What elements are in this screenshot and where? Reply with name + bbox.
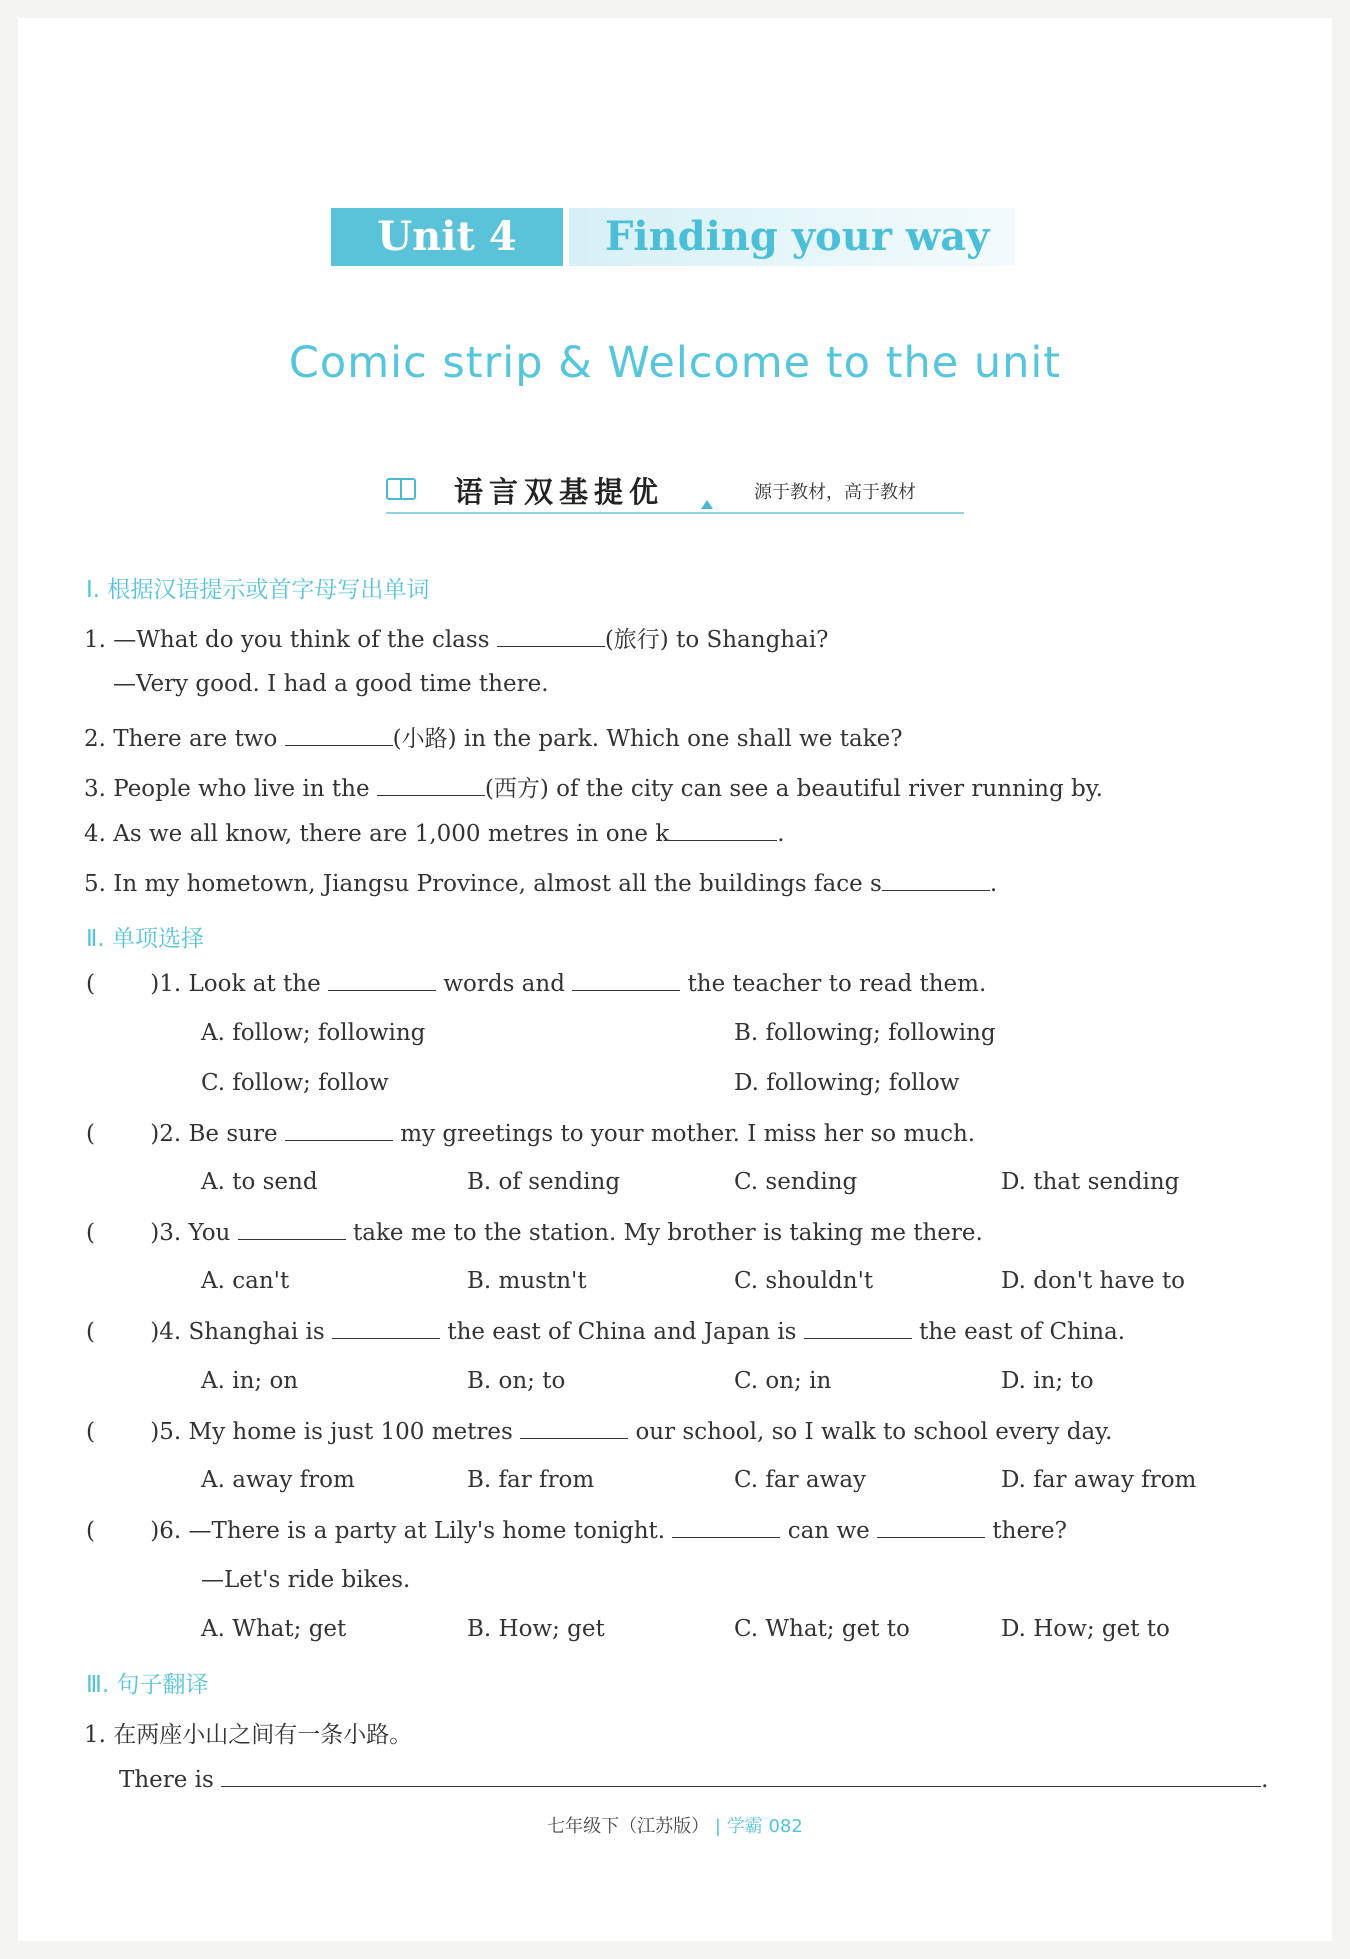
answer-paren[interactable]: ( — [86, 1121, 95, 1147]
mc-q4 — [86, 1318, 1125, 1345]
answer-blank[interactable] — [882, 870, 990, 891]
answer-blank[interactable] — [332, 1318, 440, 1339]
part3-heading: Ⅲ. 句子翻译 — [86, 1672, 209, 1698]
unit-title: Finding your way — [569, 208, 1015, 266]
part3-q1-answer — [119, 1766, 1268, 1793]
mc-q6 — [86, 1517, 1067, 1544]
option-d[interactable]: D. far away from — [1001, 1467, 1197, 1493]
q-text: the teacher to read them. — [687, 971, 987, 997]
q-text: . — [777, 821, 785, 847]
option-c[interactable]: C. shouldn't — [734, 1268, 874, 1294]
page-footer — [0, 1812, 1350, 1838]
footer-sep: | — [714, 1816, 721, 1837]
answer-blank[interactable] — [328, 970, 436, 991]
q-text: 1. —What do you think of the class — [84, 627, 490, 653]
option-a[interactable]: A. What; get — [201, 1616, 347, 1642]
option-b[interactable]: B. far from — [467, 1467, 595, 1493]
lesson-subtitle: Comic strip & Welcome to the unit — [288, 338, 1062, 388]
section-motto: 源于教材，高于教材 — [754, 482, 916, 503]
q-text: our school, so I walk to school every day. — [635, 1419, 1113, 1445]
book-icon — [386, 478, 416, 500]
mc-q5 — [86, 1418, 1112, 1445]
option-d[interactable]: D. don't have to — [1001, 1268, 1186, 1294]
q-text: 4. As we all know, there are 1,000 metres in one k — [84, 821, 670, 847]
part1-q2 — [84, 720, 903, 753]
q-text: the east of China and Japan is — [447, 1319, 797, 1345]
q-text: 5. In my hometown, Jiangsu Province, almost all the buildings face s — [84, 871, 882, 897]
answer-paren[interactable]: ( — [86, 1419, 95, 1445]
answer-blank[interactable] — [877, 1517, 985, 1538]
answer-paren[interactable]: ( — [86, 1319, 95, 1345]
option-c[interactable]: C. on; in — [734, 1368, 832, 1394]
q-text: )6. —There is a party at Lily's home tonight. — [150, 1518, 666, 1544]
q-text: )2. Be sure — [150, 1121, 278, 1147]
q-text: words and — [443, 971, 565, 997]
answer-paren[interactable]: ( — [86, 1220, 95, 1246]
q-text: (旅行) to Shanghai? — [604, 627, 829, 653]
part1-q1 — [84, 621, 829, 654]
mc-q3 — [86, 1219, 983, 1246]
option-d[interactable]: D. How; get to — [1001, 1616, 1170, 1642]
triangle-icon — [701, 500, 713, 509]
option-b[interactable]: B. on; to — [467, 1368, 566, 1394]
q-text: . — [1261, 1767, 1269, 1793]
part1-q3 — [84, 770, 1103, 803]
part1-heading: Ⅰ. 根据汉语提示或首字母写出单词 — [86, 577, 430, 603]
footer-brand: 学霸 — [726, 1816, 763, 1837]
option-a[interactable]: A. can't — [201, 1268, 290, 1294]
option-a[interactable]: A. away from — [201, 1467, 355, 1493]
q-text: can we — [787, 1518, 870, 1544]
answer-blank[interactable] — [497, 626, 605, 647]
q-text: )3. You — [150, 1220, 231, 1246]
section-underline — [386, 512, 964, 514]
answer-paren[interactable]: ( — [86, 971, 95, 997]
q-text: the east of China. — [919, 1319, 1126, 1345]
mc-q2 — [86, 1120, 975, 1147]
q-text: )1. Look at the — [150, 971, 321, 997]
answer-paren[interactable]: ( — [86, 1518, 95, 1544]
part1-q1-reply: —Very good. I had a good time there. — [113, 671, 549, 697]
section-header — [386, 470, 964, 516]
answer-blank[interactable] — [285, 1120, 393, 1141]
option-a[interactable]: A. to send — [201, 1169, 318, 1195]
unit-banner — [331, 208, 1015, 266]
q-text: (西方) of the city can see a beautiful river running by. — [484, 776, 1103, 802]
option-b[interactable]: B. of sending — [467, 1169, 621, 1195]
mc-q1 — [86, 970, 986, 997]
mc-q6-reply: —Let's ride bikes. — [201, 1567, 411, 1593]
option-a[interactable]: A. in; on — [201, 1368, 299, 1394]
option-d[interactable]: D. following; follow — [734, 1070, 960, 1096]
answer-blank[interactable] — [377, 775, 485, 796]
answer-blank[interactable] — [520, 1418, 628, 1439]
option-c[interactable]: C. follow; follow — [201, 1070, 389, 1096]
footer-grade: 七年级下（江苏版） — [547, 1816, 710, 1837]
part1-q4 — [84, 820, 785, 847]
option-d[interactable]: D. that sending — [1001, 1169, 1180, 1195]
option-c[interactable]: C. What; get to — [734, 1616, 910, 1642]
q-text: 3. People who live in the — [84, 776, 370, 802]
section-title: 语言双基提优 — [454, 475, 665, 509]
option-d[interactable]: D. in; to — [1001, 1368, 1094, 1394]
q-text: There is — [119, 1767, 214, 1793]
answer-blank[interactable] — [285, 725, 393, 746]
unit-label: Unit 4 — [331, 208, 563, 266]
q-text: )4. Shanghai is — [150, 1319, 325, 1345]
answer-blank[interactable] — [804, 1318, 912, 1339]
q-text: take me to the station. My brother is taking me there. — [353, 1220, 983, 1246]
part1-q5 — [84, 870, 997, 897]
option-b[interactable]: B. mustn't — [467, 1268, 587, 1294]
answer-blank[interactable] — [572, 970, 680, 991]
option-c[interactable]: C. sending — [734, 1169, 858, 1195]
part2-heading: Ⅱ. 单项选择 — [86, 926, 204, 952]
option-c[interactable]: C. far away — [734, 1467, 867, 1493]
option-b[interactable]: B. How; get — [467, 1616, 605, 1642]
answer-line[interactable] — [221, 1766, 1261, 1787]
answer-blank[interactable] — [238, 1219, 346, 1240]
q-text: )5. My home is just 100 metres — [150, 1419, 513, 1445]
part3-q1: 1. 在两座小山之间有一条小路。 — [84, 1722, 413, 1748]
page-number: 082 — [768, 1816, 803, 1837]
q-text: . — [989, 871, 998, 897]
q-text: there? — [992, 1518, 1067, 1544]
answer-blank[interactable] — [669, 820, 777, 841]
q-text: (小路) in the park. Which one shall we take? — [392, 726, 903, 752]
q-text: 2. There are two — [84, 726, 278, 752]
option-a[interactable]: A. follow; following — [201, 1020, 426, 1046]
option-b[interactable]: B. following; following — [734, 1020, 996, 1046]
q-text: my greetings to your mother. I miss her so much. — [400, 1121, 976, 1147]
answer-blank[interactable] — [672, 1517, 780, 1538]
